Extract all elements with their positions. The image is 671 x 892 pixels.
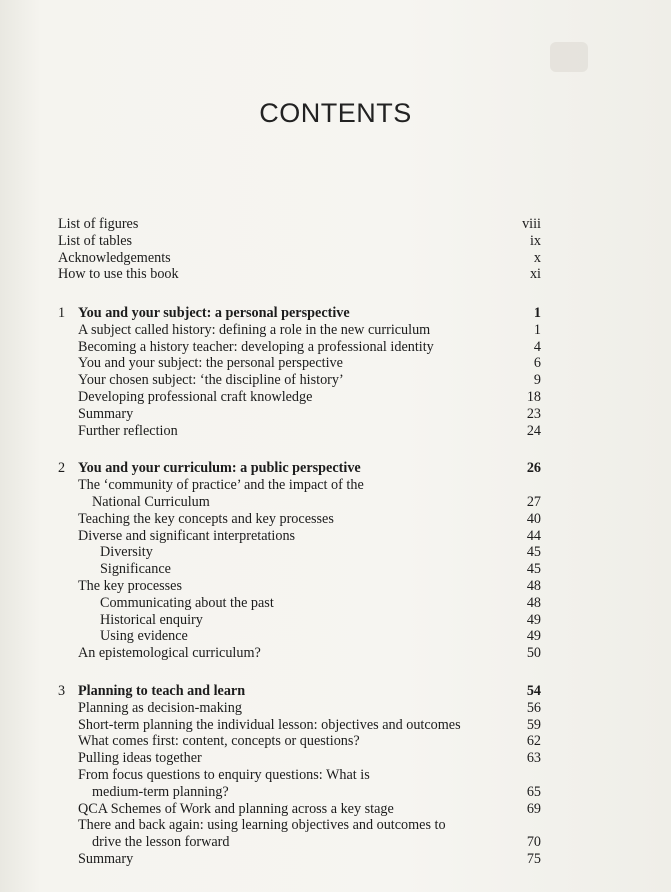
table-of-contents: [58, 216, 541, 868]
toc-page-number: 24: [526, 422, 541, 439]
toc-label: Your chosen subject: ‘the discipline of history’: [78, 372, 344, 389]
toc-row: [58, 233, 541, 250]
toc-page-number: x: [533, 249, 541, 266]
toc-row: [58, 406, 541, 423]
toc-row: [58, 216, 541, 233]
toc-row: [58, 784, 541, 801]
toc-label: Developing professional craft knowledge: [78, 388, 313, 405]
toc-label: Acknowledgements: [58, 249, 171, 266]
toc-row: [58, 355, 541, 372]
toc-page-number: 27: [526, 493, 541, 510]
toc-page-number: 49: [526, 628, 541, 645]
toc-label: Historical enquiry: [100, 611, 203, 628]
toc-page-number: 48: [526, 577, 541, 594]
toc-label: List of figures: [58, 216, 139, 232]
toc-label: drive the lesson forward: [92, 834, 230, 851]
toc-row: [58, 851, 541, 868]
toc-page-number: 40: [526, 510, 541, 527]
toc-row: [58, 494, 541, 511]
toc-page-number: 18: [526, 388, 541, 405]
toc-row: [58, 423, 541, 440]
chapter-number: 2: [58, 460, 66, 477]
toc-row: [58, 389, 541, 406]
toc-row: [58, 817, 541, 834]
toc-row: [58, 700, 541, 717]
toc-page-number: 6: [533, 355, 541, 372]
chapter-heading: [58, 305, 541, 322]
toc-page-number: 54: [526, 682, 541, 699]
toc-row: [58, 767, 541, 784]
toc-label: A subject called history: defining a role in the new curriculum: [78, 321, 431, 338]
toc-label: Short-term planning the individual lesson: objectives and outcomes: [78, 716, 461, 733]
chapter-title: You and your curriculum: a public perspective: [78, 460, 361, 477]
toc-page-number: 45: [526, 561, 541, 578]
chapter-number: 3: [58, 682, 66, 699]
toc-row: [58, 544, 541, 561]
toc-page-number: 69: [526, 800, 541, 817]
toc-label: Summary: [78, 850, 134, 867]
toc-page-number: 56: [526, 699, 541, 716]
toc-page-number: 48: [526, 594, 541, 611]
toc-page-number: 23: [526, 405, 541, 422]
toc-page-number: 65: [526, 783, 541, 800]
toc-page-number: 62: [526, 733, 541, 750]
toc-row: [58, 628, 541, 645]
spacer: [58, 439, 541, 460]
toc-label: Using evidence: [100, 628, 188, 645]
toc-row: [58, 339, 541, 356]
toc-page-number: 4: [533, 338, 541, 355]
page-title: CONTENTS: [259, 98, 412, 128]
toc-label: Teaching the key concepts and key processes: [78, 510, 334, 527]
toc-label: List of tables: [58, 232, 133, 249]
toc-label: The key processes: [78, 577, 183, 594]
toc-label: What comes first: content, concepts or questions?: [78, 733, 360, 750]
toc-label: There and back again: using learning objectives and outcomes to: [78, 817, 446, 834]
toc-row: [58, 750, 541, 767]
spacer: [58, 283, 541, 305]
toc-row: [58, 834, 541, 851]
toc-page-number: 75: [526, 850, 541, 867]
spacer: [58, 662, 541, 683]
toc-label: The ‘community of practice’ and the impact of the: [78, 477, 364, 494]
toc-row: [58, 717, 541, 734]
toc-label: Pulling ideas together: [78, 750, 202, 767]
toc-label: From focus questions to enquiry questions: What is: [78, 766, 370, 783]
toc-page-number: viii: [522, 216, 541, 232]
toc-page-number: xi: [529, 266, 541, 283]
toc-label: medium-term planning?: [92, 783, 229, 800]
toc-row: [58, 578, 541, 595]
toc-row: [58, 612, 541, 629]
toc-row: [58, 645, 541, 662]
toc-label: QCA Schemes of Work and planning across a key stage: [78, 800, 394, 817]
toc-row: [58, 733, 541, 750]
toc-page-number: 9: [533, 372, 541, 389]
toc-page-number: 70: [526, 834, 541, 851]
toc-page-number: 59: [526, 716, 541, 733]
toc-label: You and your subject: the personal perspective: [78, 355, 343, 372]
toc-row: [58, 372, 541, 389]
chapter-title: Planning to teach and learn: [78, 682, 246, 699]
toc-row: [58, 250, 541, 267]
toc-label: Planning as decision-making: [78, 699, 242, 716]
toc-label: Further reflection: [78, 422, 178, 439]
toc-row: [58, 801, 541, 818]
toc-row: [58, 528, 541, 545]
chapter-title: You and your subject: a personal perspective: [78, 304, 350, 321]
toc-page-number: 26: [526, 460, 541, 477]
toc-label: Significance: [100, 561, 171, 578]
toc-label: Communicating about the past: [100, 594, 274, 611]
toc-page-number: 1: [533, 304, 541, 321]
toc-page-number: ix: [529, 232, 541, 249]
show-through-logo: [550, 42, 588, 72]
toc-page-number: 49: [526, 611, 541, 628]
toc-page-number: 44: [526, 527, 541, 544]
toc-page-number: 1: [533, 321, 541, 338]
chapter-heading: [58, 460, 541, 477]
chapter-number: 1: [58, 304, 66, 321]
toc-page-number: 50: [526, 645, 541, 662]
toc-label: National Curriculum: [92, 493, 210, 510]
toc-label: An epistemological curriculum?: [78, 645, 261, 662]
toc-label: Diversity: [100, 544, 153, 561]
toc-row: [58, 322, 541, 339]
toc-page-number: 45: [526, 544, 541, 561]
toc-label: How to use this book: [58, 266, 179, 283]
toc-label: Diverse and significant interpretations: [78, 527, 296, 544]
toc-row: [58, 595, 541, 612]
toc-row: [58, 511, 541, 528]
toc-row: [58, 477, 541, 494]
toc-page-number: 63: [526, 750, 541, 767]
toc-row: [58, 266, 541, 283]
toc-label: Becoming a history teacher: developing a professional identity: [78, 338, 434, 355]
toc-label: Summary: [78, 405, 134, 422]
toc-row: [58, 561, 541, 578]
chapter-heading: [58, 683, 541, 700]
